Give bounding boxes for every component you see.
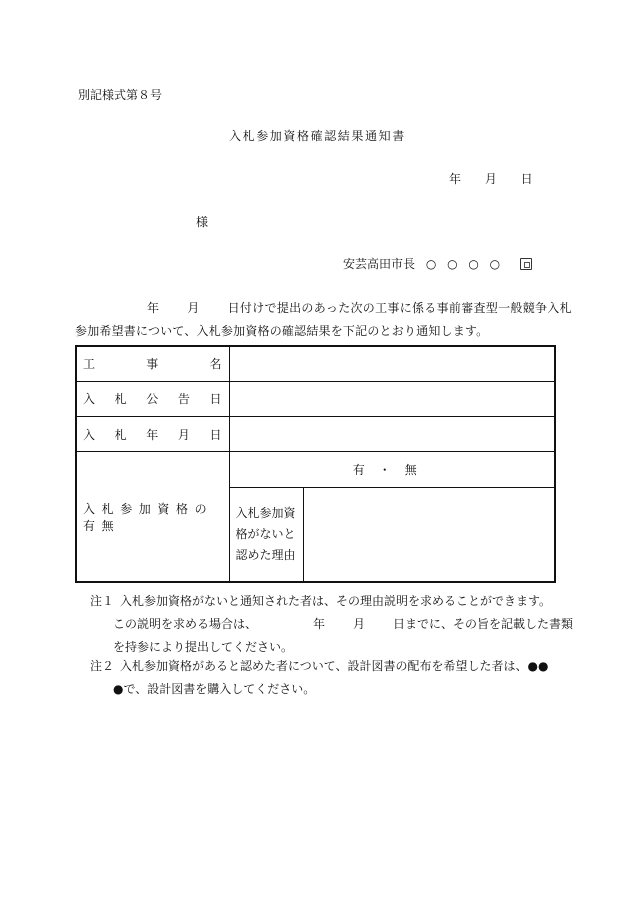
seal-icon <box>520 258 532 270</box>
label-bid-notice-date: 入 札 公 告 日 <box>76 381 229 416</box>
value-bid-notice-date[interactable] <box>229 381 555 416</box>
form-number: 別記様式第８号 <box>78 88 163 102</box>
note-1-head: 注１ <box>90 594 115 608</box>
intro-line-1 <box>147 302 572 314</box>
intro-month: 月 <box>187 301 200 315</box>
label-construction-name: 工 事 名 <box>76 346 229 381</box>
addressee-suffix: 様 <box>196 215 209 229</box>
info-table <box>75 345 556 583</box>
label-qualification: 入札参加資格の有無 <box>76 452 229 582</box>
label-reason: 入札参加資 格がないと 認めた理由 <box>229 487 303 582</box>
issue-date: 年 月 日 <box>449 172 533 186</box>
note-2-line-2: ●で、設計図書を購入してください。 <box>113 682 316 696</box>
sender-name: 安芸高田市長 ○ ○ ○ ○ <box>343 257 501 271</box>
label-bid-date: 入 札 年 月 日 <box>76 417 229 452</box>
yes-no-option[interactable]: 有・無 <box>229 452 555 487</box>
value-construction-name[interactable] <box>229 346 555 381</box>
note-2-text: 入札参加資格があると認めた者について、設計図書の配布を希望した者は、●● <box>120 659 549 673</box>
document-title: 入札参加資格確認結果通知書 <box>229 129 406 143</box>
note-1-text: 入札参加資格がないと通知された者は、その理由説明を求めることができます。 <box>120 594 552 608</box>
intro-text: 日付けで提出のあった次の工事に係る事前審査型一般競争入札 <box>227 301 572 315</box>
note-2-head: 注２ <box>90 659 115 673</box>
table-row-construction-name <box>76 346 555 381</box>
table-row-bid-date <box>76 417 555 452</box>
value-bid-date[interactable] <box>229 417 555 452</box>
intro-year: 年 <box>147 301 160 315</box>
note-1-line-2: この説明を求める場合は、 年 月 日までに、その旨を記載した書類 <box>113 617 574 631</box>
note-2 <box>90 660 548 672</box>
note-1-line-3: を持参により提出してください。 <box>113 640 294 654</box>
intro-line-2: 参加希望書について、入札参加資格の確認結果を下記のとおり通知します。 <box>75 324 489 338</box>
value-reason[interactable] <box>303 487 555 582</box>
table-row-bid-notice-date <box>76 381 555 416</box>
note-1 <box>90 595 551 607</box>
table-row-yes-no <box>76 452 555 487</box>
